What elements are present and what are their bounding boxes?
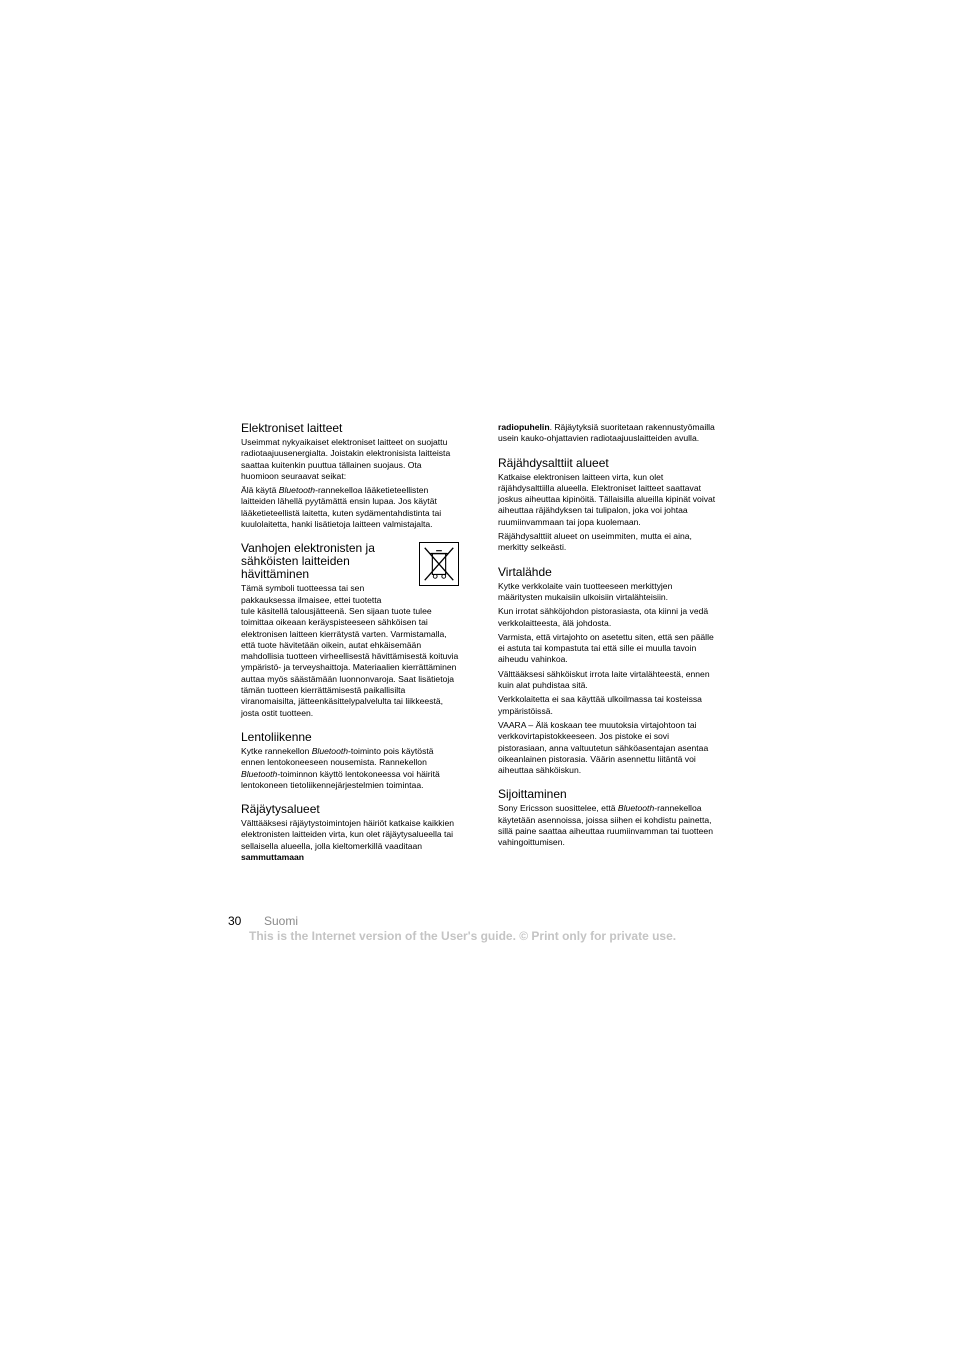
bluetooth-term: Bluetooth [311, 745, 349, 756]
page-number: 30 [228, 914, 242, 928]
paragraph: tule käsitellä talousjätteenä. Sen sijaan tuote tulee toimittaa oikeaan keräyspisteeseen sähköisen tai elektronisen laitteen kierrätystä varten. Varmistamalla, että tuote hävitetään oikein, autat ehkäisemään mahdollisia tuotteen virheellisestä hävittämisestä koituvia ympäristö- ja terveyshaittoja. Materiaalien kierrättäminen auttaa myös säästämään luonnonvaroja. Saat lisätietoja tämän tuotteen kierrättämisestä paikallisilta viranomaisilta, jätteenkäsittelypalvelulta tai liikkeestä, josta ostit tuotteen. [241, 605, 459, 718]
paragraph: Räjähdysalttiit alueet on useimmiten, mutta ei aina, merkitty selkeästi. [498, 531, 692, 553]
section-title: Räjähdysalttiit alueet [498, 455, 609, 470]
paragraph: Varmista, että virtajohto on asetettu siten, että sen päälle ei astuta tai kompastuta tai että sille ei muulla tavoin aiheudu vahinkoa. [498, 631, 714, 665]
section-title: Räjäytysalueet [241, 802, 320, 817]
right-column [498, 422, 718, 861]
bluetooth-term: Bluetooth [278, 485, 316, 496]
section-electronic-devices [241, 422, 459, 530]
section-blasting-areas [241, 803, 459, 863]
emphasis-bold: sammuttamaan [241, 852, 305, 863]
text-run: . Räjäytyksiä suoritetaan rakennustyömailla usein kauko-ohjattavien radiotaajuuslaitteiden avulla. [498, 422, 715, 444]
section-blasting-continued [498, 422, 718, 445]
text-run: -rannekelloa lääketieteellisten laitteiden lähellä pyytämättä ensin lupaa. Jos käytät lääketieteellistä laitetta, kuten sydämentahdistinta tai kuulolaitetta, hanki lisätietoja laitteen valmistajalta. [241, 485, 442, 530]
section-title: Sijoittaminen [498, 787, 567, 802]
section-title: Vanhojen elektronisten ja sähköisten laitteiden hävittäminen [241, 541, 375, 582]
paragraph [498, 803, 718, 848]
section-title: Lentoliikenne [241, 729, 312, 744]
paragraph [241, 485, 459, 530]
emphasis-bold: radiopuhelin [498, 422, 550, 432]
bluetooth-term: Bluetooth [241, 768, 278, 779]
paragraph: VAARA – Älä koskaan tee muutoksia virtajohtoon tai verkkovirtapistokkeeseen. Jos pistoke ei sovi pistorasiaan, anna valtuutetun sähköasentajan asentaa oikeanlainen pistorasia. Väärin asennettu liitäntä voi aiheuttaa sähköiskun. [498, 719, 709, 776]
section-power-supply [498, 566, 718, 777]
text-run: -rannekelloa käytetään asennoissa, joissa siihen ei kohdistu painetta, sillä paine saattaa aiheuttaa ruumiinvamman tai tuotteen vahingoittumisen. [498, 803, 713, 848]
crossed-out-wheelie-bin-icon [419, 542, 459, 586]
bluetooth-term: Bluetooth [617, 803, 655, 814]
text-run: Tämä symboli tuotteessa tai sen pakkauksessa ilmaisee, ettei tuotetta [241, 583, 382, 605]
paragraph: Kytke verkkolaite vain tuotteeseen merkittyjen määritysten mukaisiin ulkoisiin virtalähteisiin. [498, 580, 673, 602]
paragraph [241, 746, 459, 791]
paragraph: Välttääksesi sähköiskut irrota laite virtalähteestä, ennen kuin alat puhdistaa sitä. [498, 668, 710, 691]
text-run: Älä käytä [241, 485, 279, 496]
text-run: -toiminto pois käytöstä ennen lentokoneeseen nousemista. Rannekellon [241, 745, 434, 768]
paragraph [498, 422, 718, 445]
section-weee-disposal [241, 542, 459, 719]
text-run: Sony Ericsson suosittelee, että [498, 803, 618, 814]
paragraph: Kun irrotat sähköjohdon pistorasiasta, ota kiinni ja vedä verkkolaitteesta, älä johdosta. [498, 606, 709, 628]
text-run: Kytke rannekellon [241, 745, 312, 756]
paragraph [241, 583, 411, 606]
section-title: Virtalähde [498, 564, 552, 579]
paragraph [241, 818, 459, 863]
left-column [241, 422, 459, 875]
paragraph: Useimmat nykyaikaiset elektroniset laitteet on suojattu radiotaajuusenergialta. Joistakin elektronisista laitteista saattaa kuitenkin puuttua tällainen suojaus. Ota huomioon seuraavat seikat: [241, 437, 451, 481]
section-explosive-atmospheres [498, 457, 718, 554]
section-title: Elektroniset laitteet [241, 421, 343, 435]
text-run: Välttääksesi räjäytystoimintojen häiriöt katkaise kaikkien elektronisten laitteiden virta, kun olet räjäytysalueella tai sellaisella alueella, jolla kieltomerkillä vaaditaan [241, 818, 455, 851]
paragraph: Verkkolaitetta ei saa käyttää ulkoilmassa tai kosteissa ympäristöissä. [498, 694, 702, 716]
section-air-travel [241, 731, 459, 791]
paragraph: Katkaise elektronisen laitteen virta, kun olet räjähdysalttiilla alueella. Elektroniset laitteet saattavat joskus aiheuttaa kipinöitä. Tällaisilla alueilla kipinät voivat aiheuttaa räjähdyksen tai tulipalon, joka voi johtaa ruumiinvammaan tai jopa kuolemaan. [498, 471, 716, 527]
section-placement [498, 788, 718, 848]
language-label: Suomi [264, 914, 299, 928]
text-run: -toiminnon käyttö lentokoneessa voi häiritä lentokoneen tietoliikennejärjestelmien toimintaa. [241, 768, 440, 790]
internet-version-notice: This is the Internet version of the User's guide. © Print only for private use. [249, 929, 677, 943]
